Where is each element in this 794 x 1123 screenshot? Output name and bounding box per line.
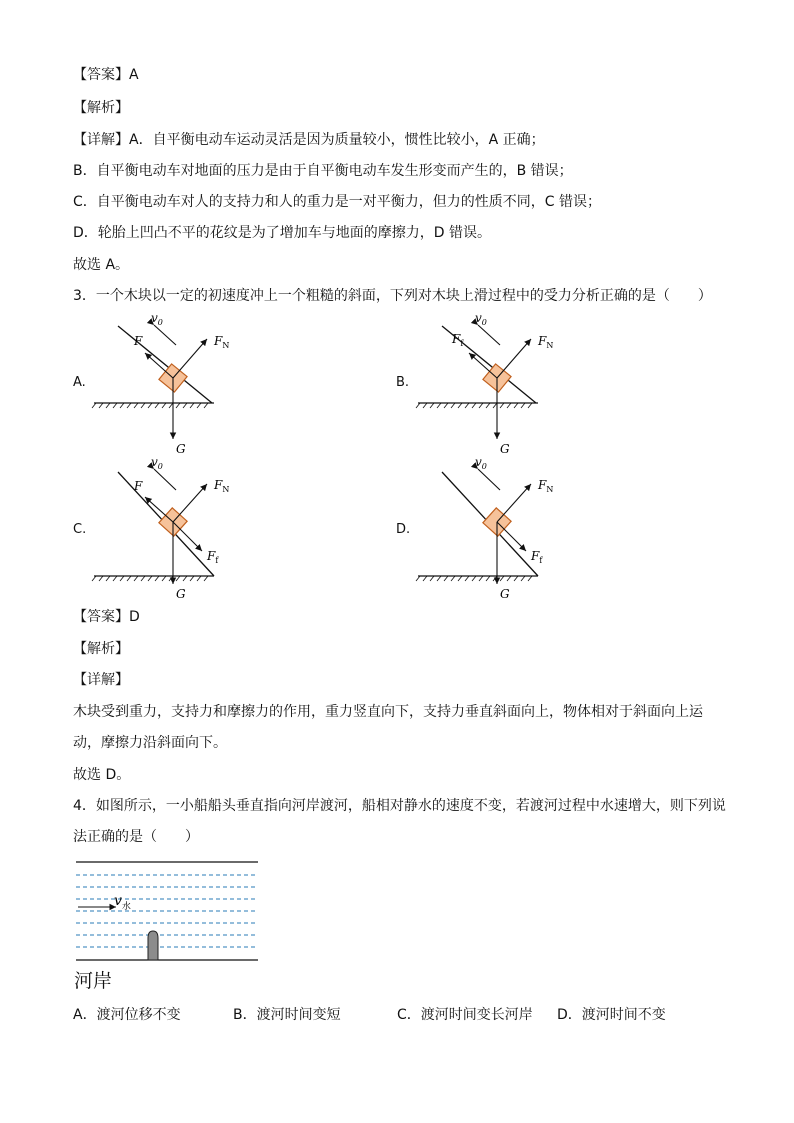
velocity-label: $v_0$ [151, 455, 163, 471]
boat-icon [148, 931, 158, 960]
explanation-line-2: 动，摩擦力沿斜面向下。 [73, 735, 227, 751]
normal-force-label: $F_N$ [538, 478, 554, 494]
gravity-label: G [500, 587, 510, 601]
answer-tag: 【答案】A [73, 67, 139, 83]
friction-force-label: $F_f$ [531, 549, 543, 565]
choose-line: 故选 A。 [73, 257, 130, 273]
figure-c [90, 452, 230, 606]
option-d-explain: D．轮胎上凹凸不平的花纹是为了增加车与地面的摩擦力，D 错误。 [73, 225, 492, 241]
question-4-stem-line-2: 法正确的是（ ） [73, 829, 199, 845]
velocity-label: $v_0$ [151, 311, 163, 327]
force-f-label: F [134, 334, 143, 348]
explanation-line-1: 木块受到重力，支持力和摩擦力的作用，重力竖直向下，支持力垂直斜面向上，物体相对于斜面向上运 [73, 704, 703, 720]
choice-c: C．渡河时间变长河岸 [397, 1007, 533, 1023]
force-f-label: F [134, 479, 143, 493]
friction-force-label: $F_f$ [207, 549, 219, 565]
normal-force-label: $F_N$ [214, 478, 230, 494]
question-4-stem-line-1: 4．如图所示，一小船船头垂直指向河岸渡河，船相对静水的速度不变，若渡河过程中水速增大，则下列说 [73, 798, 726, 814]
detail-line: 【详解】A．自平衡电动车运动灵活是因为质量较小，惯性比较小，A 正确； [73, 132, 545, 148]
option-c-label: C. [73, 522, 87, 537]
question-3-stem: 3．一个木块以一定的初速度冲上一个粗糙的斜面，下列对木块上滑过程中的受力分析正确的是（ ） [73, 288, 712, 304]
water-velocity-label: $v_水$ [114, 893, 131, 912]
choice-a: A．渡河位移不变 [73, 1007, 181, 1023]
analysis-tag-q3: 【解析】 [73, 641, 129, 657]
figure-d [414, 452, 554, 606]
normal-force-label: $F_N$ [538, 334, 554, 350]
figure-a [90, 305, 230, 459]
analysis-tag: 【解析】 [73, 100, 129, 116]
velocity-label: $v_0$ [475, 311, 487, 327]
answer-tag-q3: 【答案】D [73, 609, 140, 625]
gravity-label: G [176, 442, 186, 456]
option-d-label: D. [396, 522, 411, 537]
detail-tag-q3: 【详解】 [73, 672, 129, 688]
option-b-explain: B．自平衡电动车对地面的压力是由于自平衡电动车发生形变而产生的，B 错误； [73, 163, 573, 179]
choice-b: B．渡河时间变短 [233, 1007, 341, 1023]
friction-force-label: $F_f$ [452, 332, 464, 348]
option-a-label: A. [73, 375, 86, 390]
choice-d: D．渡河时间不变 [557, 1007, 666, 1023]
option-b-label: B. [396, 375, 410, 390]
river-figure [74, 856, 260, 970]
shore-label: 河岸 [74, 970, 113, 992]
figure-b [414, 305, 554, 459]
velocity-label: $v_0$ [475, 455, 487, 471]
option-c-explain: C．自平衡电动车对人的支持力和人的重力是一对平衡力，但力的性质不同，C 错误； [73, 194, 601, 210]
gravity-label: G [500, 442, 510, 456]
choose-line-q3: 故选 D。 [73, 767, 131, 783]
normal-force-label: $F_N$ [214, 334, 230, 350]
gravity-label: G [176, 587, 186, 601]
